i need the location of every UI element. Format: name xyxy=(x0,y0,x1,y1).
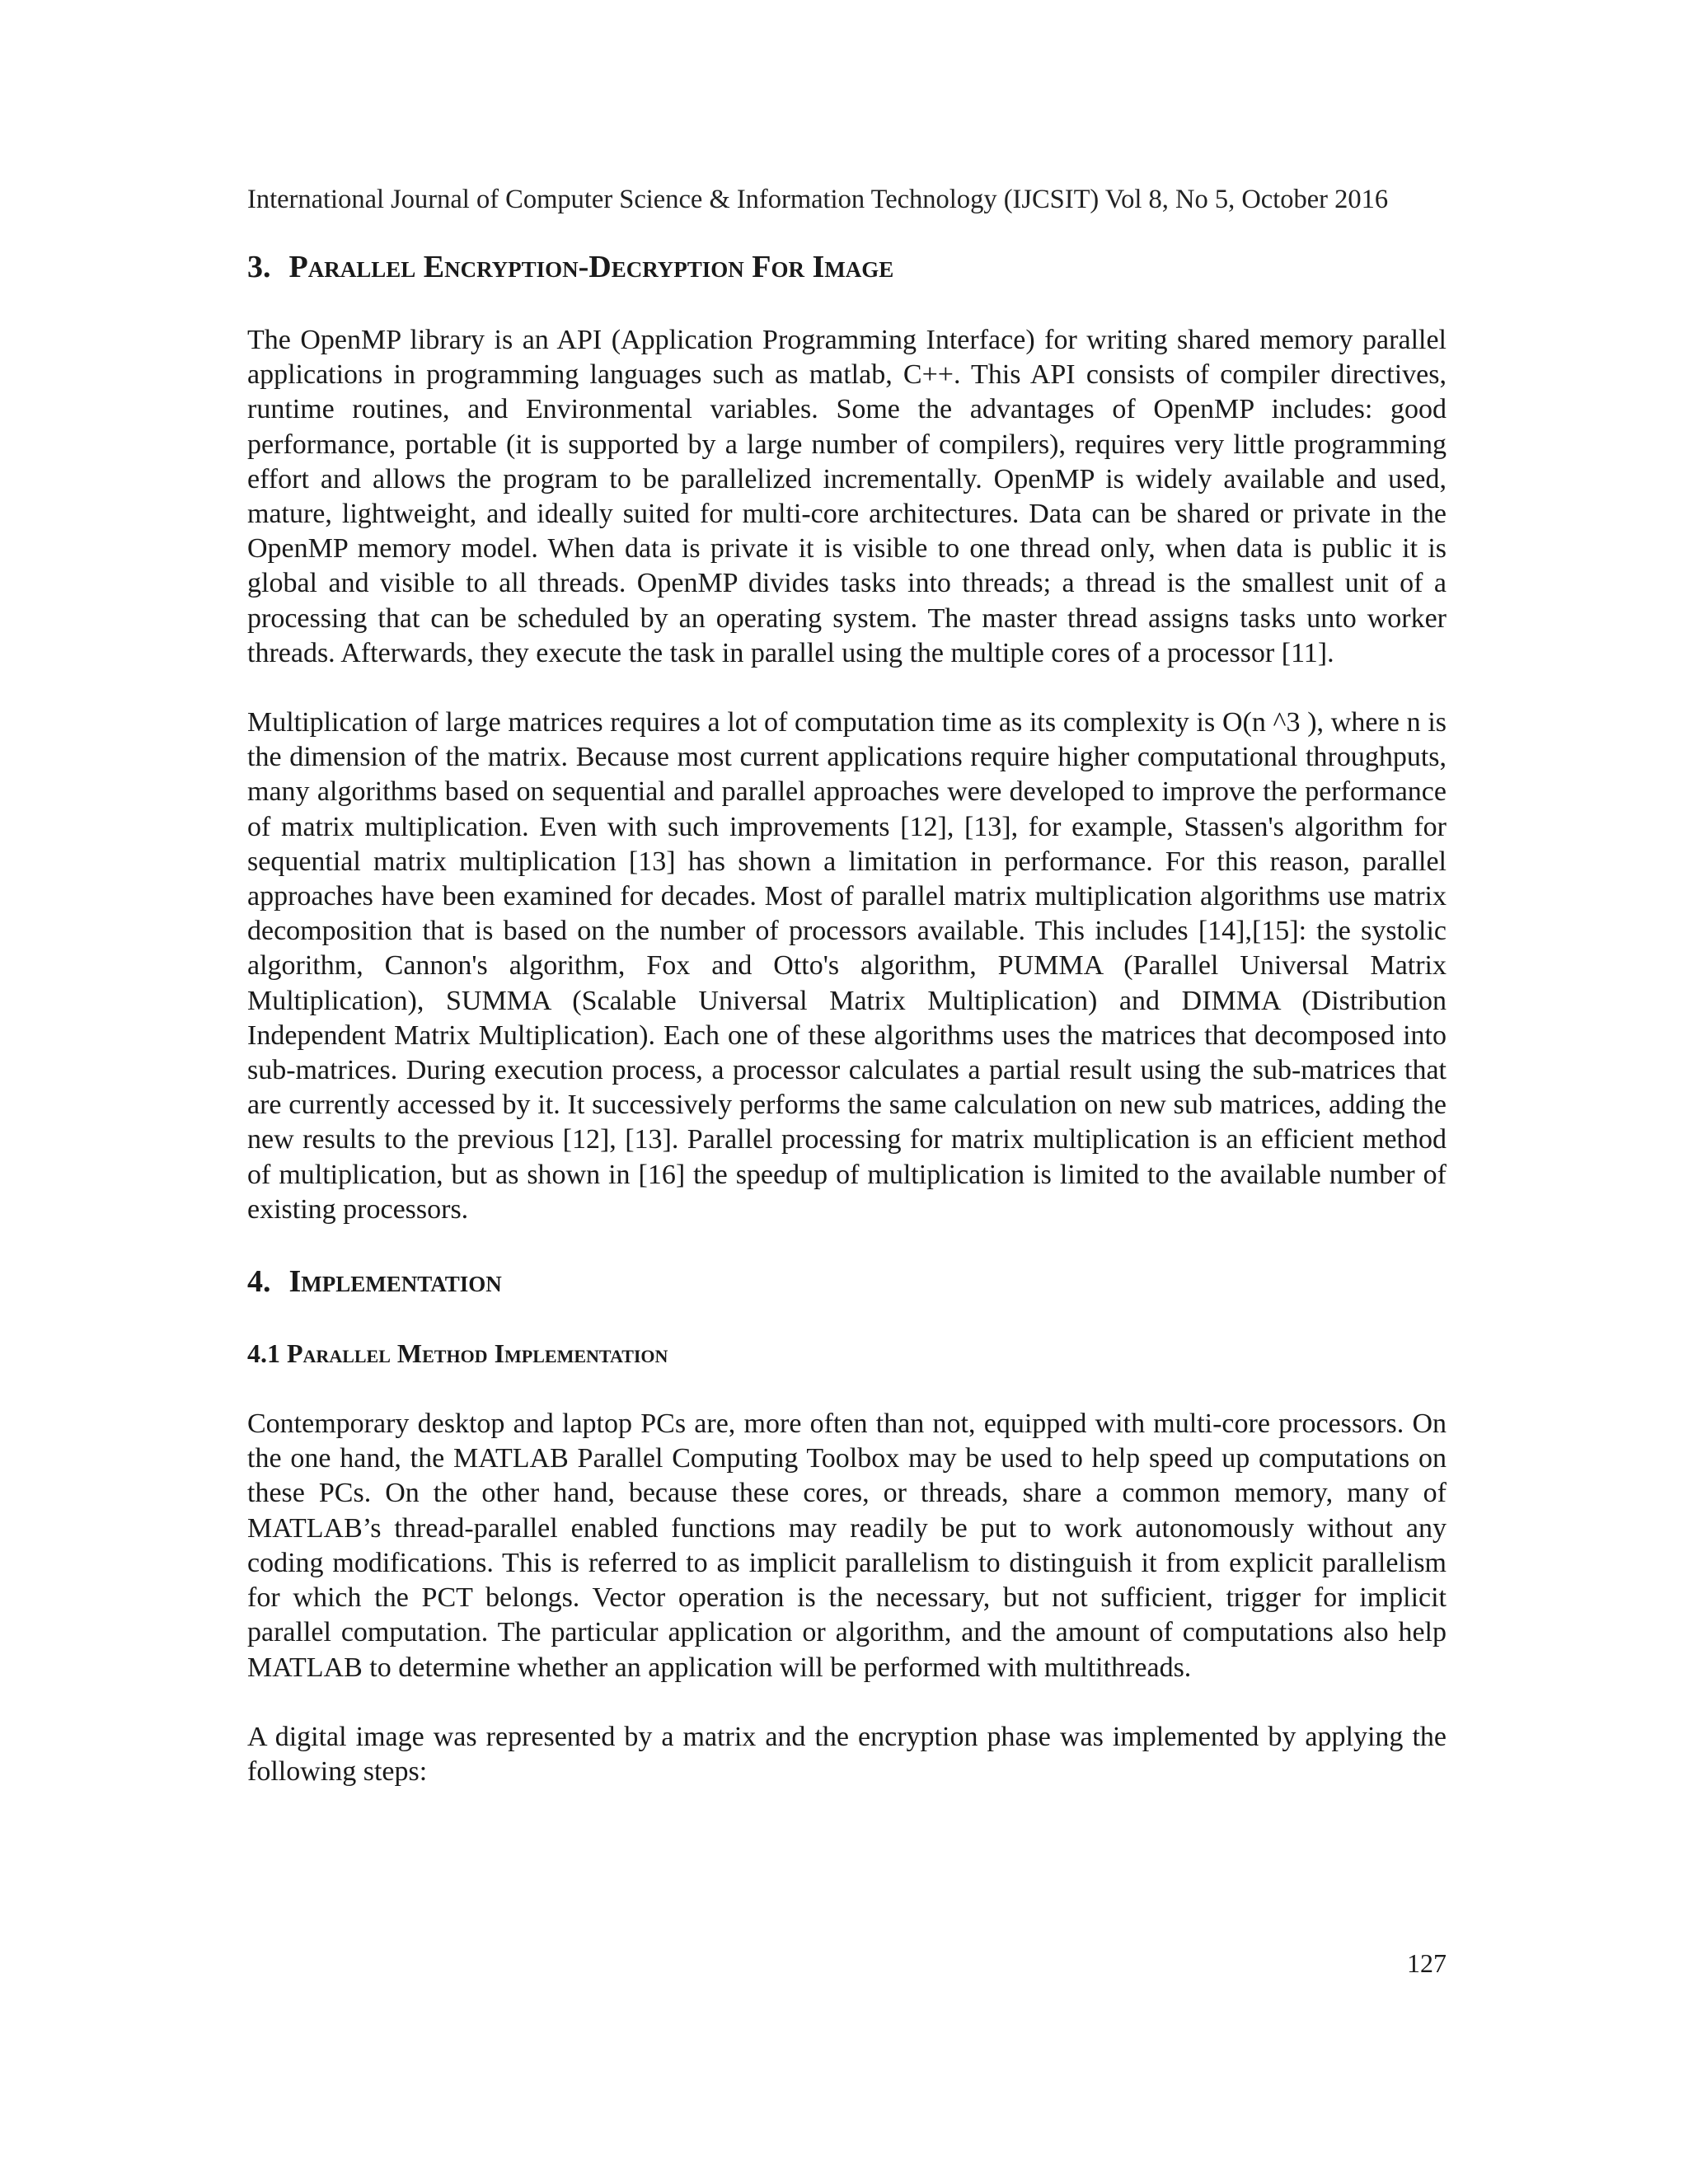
section-3-paragraph-2: Multiplication of large matrices requires a lot of computation time as its complexity is O(n ^3 ), where n is the dimension of the matrix. Because most current applications require higher computational throughputs, many algorithms based on sequential and parallel approaches were developed to improve the performance of matrix multiplication. Even with such improvements [12], [13], for example, Stassen's algorithm for sequential matrix multiplication [13] has shown a limitation in performance. For this reason, parallel approaches have been examined for decades. Most of parallel matrix multiplication algorithms use matrix decomposition that is based on the number of processors available. This includes [14],[15]: the systolic algorithm, Cannon's algorithm, Fox and Otto's algorithm, PUMMA (Parallel Universal Matrix Multiplication), SUMMA (Scalable Universal Matrix Multiplication) and DIMMA (Distribution Independent Matrix Multiplication). Each one of these algorithms uses the matrices that decomposed into sub-matrices. During execution process, a processor calculates a partial result using the sub-matrices that are currently accessed by it. It successively performs the same calculation on new sub matrices, adding the new results to the previous [12], [13]. Parallel processing for matrix multiplication is an efficient method of multiplication, but as shown in [16] the speedup of multiplication is limited to the available number of existing processors. xyxy=(247,707,1447,1225)
section-3-paragraph-1: The OpenMP library is an API (Application Programming Interface) for writing shared memory parallel applications in programming languages such as matlab, C++. This API consists of compiler directives, runtime routines, and Environmental variables. Some the advantages of OpenMP includes: good performance, portable (it is supported by a large number of compilers), requires very little programming effort and allows the program to be parallelized incrementally. OpenMP is widely available and used, mature, lightweight, and ideally suited for multi-core architectures. Data can be shared or private in the OpenMP memory model. When data is private it is visible to one thread only, when data is public it is global and visible to all threads. OpenMP divides tasks into threads; a thread is the smallest unit of a processing that can be scheduled by an operating system. The master thread assigns tasks unto worker threads. Afterwards, they execute the task in parallel using the multiple cores of a processor [11]. xyxy=(247,325,1447,668)
body-column xyxy=(247,247,1447,1789)
section-4-title: Implementation xyxy=(288,1264,502,1300)
running-header: International Journal of Computer Science & Information Technology (IJCSIT) Vol 8, No 5, October 2016 xyxy=(247,185,1389,214)
section-3-title: Parallel Encryption-Decryption For Image xyxy=(288,250,894,284)
section-3-number: 3. xyxy=(247,250,271,284)
subsection-4-1-title: 4.1 Parallel Method Implementation xyxy=(247,1338,668,1369)
page-number: 127 xyxy=(1407,1948,1447,1978)
subsection-4-1-heading xyxy=(247,1336,1447,1371)
section-3-heading xyxy=(247,247,1447,287)
section-4-number: 4. xyxy=(247,1264,271,1300)
section-4-heading xyxy=(247,1262,1447,1301)
section-4-1-paragraph-1: Contemporary desktop and laptop PCs are, more often than not, equipped with multi-core processors. On the one hand, the MATLAB Parallel Computing Toolbox may be used to help speed up computations on these PCs. On the other hand, because these cores, or threads, share a common memory, many of MATLAB’s thread-parallel enabled functions may readily be put to work autonomously without any coding modifications. This is referred to as implicit parallelism to distinguish it from explicit parallelism for which the PCT belongs. Vector operation is the necessary, but not sufficient, trigger for implicit parallel computation. The particular application or algorithm, and the amount of computations also help MATLAB to determine whether an application will be performed with multithreads. xyxy=(247,1408,1447,1683)
section-4-1-paragraph-2: A digital image was represented by a matrix and the encryption phase was implemented by applying the following steps: xyxy=(247,1721,1447,1787)
